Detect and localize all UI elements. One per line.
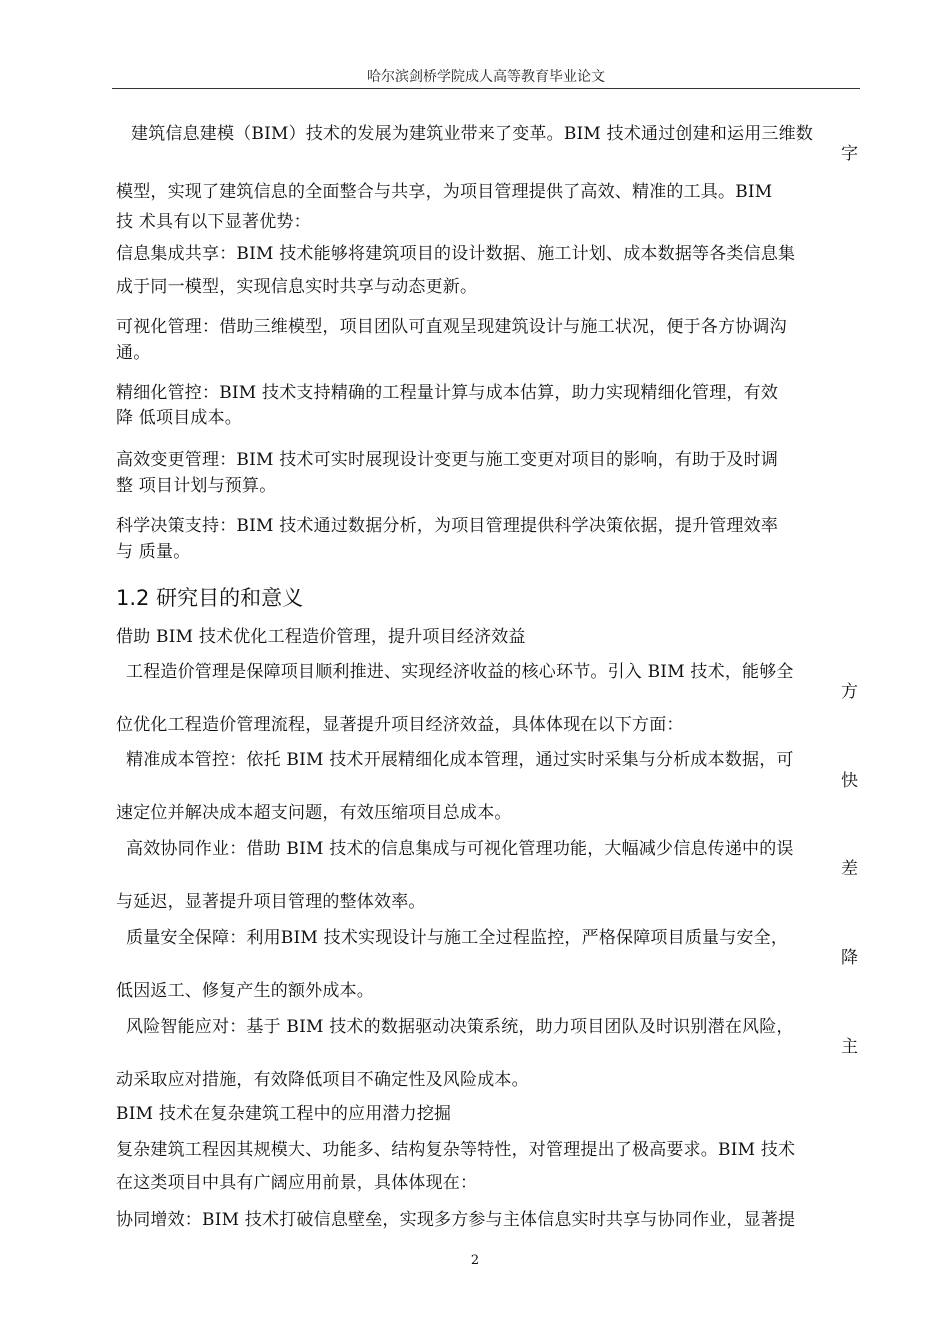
- p2-line2: 位优化工程造价管理流程，显著提升项目经济效益，具体体现在以下方面：: [116, 715, 684, 735]
- b1-line2: 速定位并解决成本超支问题，有效压缩项目总成本。: [116, 803, 512, 823]
- p1-wrap1: 字: [841, 144, 858, 164]
- adv5-line2: 与 质量。: [116, 542, 191, 562]
- p1-line2: 模型，实现了建筑信息的全面整合与共享，为项目管理提供了高效、精准的工具。BIM: [116, 182, 773, 202]
- adv2-line1: 可视化管理：借助三维模型，项目团队可直观呈现建筑设计与施工状况，便于各方协调沟: [116, 317, 787, 337]
- adv4-line2: 整 项目计划与预算。: [116, 476, 277, 496]
- b2-line1: 高效协同作业：借助 BIM 技术的信息集成与可视化管理功能，大幅减少信息传递中的误: [126, 839, 794, 859]
- b4-line1: 风险智能应对：基于 BIM 技术的数据驱动决策系统，助力项目团队及时识别潜在风险，: [126, 1017, 794, 1037]
- b3-line1: 质量安全保障：利用BIM 技术实现设计与施工全过程监控，严格保障项目质量与安全，: [126, 928, 789, 948]
- adv5-line1: 科学决策支持：BIM 技术通过数据分析，为项目管理提供科学决策依据，提升管理效率: [116, 516, 779, 536]
- b2-line2: 与延迟，显著提升项目管理的整体效率。: [116, 892, 426, 912]
- subheading-2: BIM 技术在复杂建筑工程中的应用潜力挖掘: [116, 1104, 452, 1124]
- p2-line1: 工程造价管理是保障项目顺利推进、实现经济收益的核心环节。引入 BIM 技术，能够全: [126, 662, 794, 682]
- section-heading: 1.2 研究目的和意义: [116, 586, 304, 610]
- p3-line1: 复杂建筑工程因其规模大、功能多、结构复杂等特性，对管理提出了极高要求。BIM 技术: [116, 1140, 796, 1160]
- p1-line1: 建筑信息建模（BIM）技术的发展为建筑业带来了变革。BIM 技术通过创建和运用三维数: [131, 124, 814, 144]
- page-number: 2: [470, 1253, 480, 1268]
- adv3-line2: 降 低项目成本。: [116, 408, 243, 428]
- b3-wrap1: 降: [841, 948, 858, 968]
- p4-line1: 协同增效：BIM 技术打破信息壁垒，实现多方参与主体信息实时共享与协同作业，显著提: [116, 1210, 796, 1230]
- subheading-1: 借助 BIM 技术优化工程造价管理，提升项目经济效益: [116, 627, 526, 647]
- p3-line2: 在这类项目中具有广阔应用前景，具体体现在：: [116, 1173, 478, 1193]
- b4-wrap1: 主: [841, 1037, 858, 1057]
- adv1-line2: 成于同一模型，实现信息实时共享与动态更新。: [116, 277, 478, 297]
- p1-line3: 技 术具有以下显著优势：: [116, 212, 311, 232]
- adv4-line1: 高效变更管理：BIM 技术可实时展现设计变更与施工变更对项目的影响，有助于及时调: [116, 450, 779, 470]
- b4-line2: 动采取应对措施，有效降低项目不确定性及风险成本。: [116, 1070, 529, 1090]
- adv1-line1: 信息集成共享：BIM 技术能够将建筑项目的设计数据、施工计划、成本数据等各类信息集: [116, 244, 796, 264]
- b3-line2: 低因返工、修复产生的额外成本。: [116, 981, 374, 1001]
- header-rule: [112, 88, 860, 89]
- adv3-line1: 精细化管控：BIM 技术支持精确的工程量计算与成本估算，助力实现精细化管理，有效: [116, 383, 779, 403]
- b1-wrap1: 快: [841, 771, 858, 791]
- p2-wrap1: 方: [841, 682, 858, 702]
- b2-wrap1: 差: [841, 859, 858, 879]
- adv2-line2: 通。: [116, 343, 151, 363]
- page-header: 哈尔滨剑桥学院成人高等教育毕业论文: [367, 69, 605, 85]
- b1-line1: 精准成本管控：依托 BIM 技术开展精细化成本管理，通过实时采集与分析成本数据，可: [126, 750, 794, 770]
